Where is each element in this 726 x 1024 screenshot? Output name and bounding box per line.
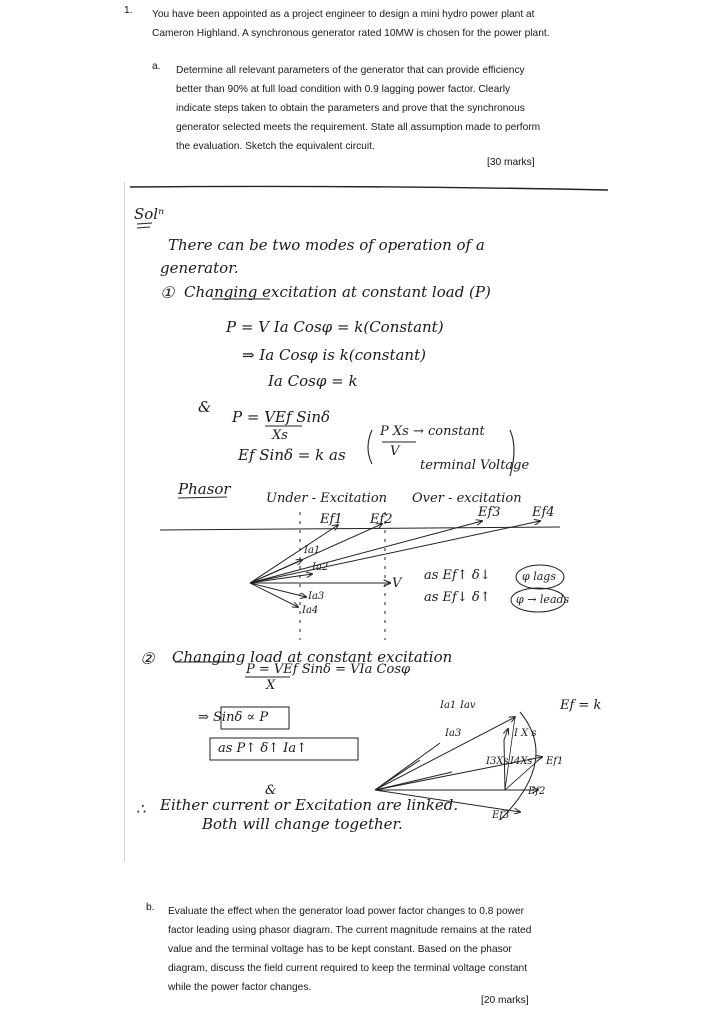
d2-label-ef2: Ef2 [528,786,546,797]
ia3-label: Ia3 [308,591,325,602]
v-label: V [392,576,402,591]
soln-underline [137,223,152,228]
part-b-label: b. [146,902,155,913]
ef3-label: Ef3 [478,505,501,520]
question-number: 1. [124,5,133,16]
part-b-text: Evaluate the effect when the generator load power factor changes to 0.8 power factor leading using phasor diagram. The current magnitude remains at the rated value and the terminal voltage has to be kept constant. Based on the phasor diagram, discuss the field current required to keep the terminal voltage constant while the power factor changes. [168,906,532,993]
eq-mode2-den: X [266,678,276,693]
eq-ef-sin: Ef Sinδ = k as [238,446,346,464]
d2-label-ia3: Ia3 [445,728,462,739]
eq-power-delta: P = VEf Sinδ [232,408,331,426]
conclusion-symbol: ∴ [136,800,146,818]
eq-power-delta-den: Xs [272,428,288,443]
eq-p-delta-ia: as P↑ δ↑ Ia↑ [218,741,307,756]
ef4-label: Ef4 [532,505,555,520]
d2-label-iav: Iav [460,700,476,711]
mode1-title: Changing excitation at constant load (P) [184,283,491,301]
separator-top [130,186,608,190]
condition-2-circled: φ → leads [516,593,570,606]
phasor-label: Phasor [178,480,231,498]
mode2-title: Changing load at constant excitation [172,648,453,666]
ef1-label: Ef1 [320,512,343,527]
conclusion-line-2: Both will change together. [202,815,403,833]
conclusion-line-1: Either current or Excitation are linked. [160,796,459,814]
condition-1-circled: φ lags [522,570,556,583]
soln-label: Solⁿ [134,205,165,223]
d2-label-i3xs: I3Xs [486,756,509,767]
intro-line-1: There can be two modes of operation of a [168,236,485,254]
note-den: V [390,444,400,459]
part-b-marks: [20 marks] [481,995,529,1006]
mode1-number: ① [160,283,175,302]
part-a-marks: [30 marks] [487,157,535,168]
ia2-label: Ia2 [312,562,329,573]
eq-sin-delta-prop: ⇒ Sinδ ∝ P [198,710,269,725]
ia1-label: Ia1 [304,545,321,556]
d2-label-ef1: Ef1 [546,756,564,767]
mode2-number: ② [140,649,155,668]
part-a-text: Determine all relevant parameters of the generator that can provide efficiency better than 90% at full load condition with 0.9 lagging power factor. Clearly indicate steps taken to obtain the parameters and prove that the synchronous generator selected meets the requirement. State all assumption made to perform the evaluation. Sketch the equivalent circuit. [176,65,541,152]
d2-label-ef3: Ef3 [492,810,510,821]
condition-1: as Ef↑ δ↓ [424,568,491,583]
intro-line-2: generator. [160,259,239,277]
eq-ia-cos-const: ⇒ Ia Cosφ is k(constant) [242,346,426,364]
d2-label-ixs: I X s [514,728,537,739]
note-terminal-voltage: terminal Voltage [420,458,530,473]
phasor-diagram-1 [160,512,565,640]
ef-const-label: Ef = k [560,698,602,713]
eq-power: P = V Ia Cosφ = k(Constant) [226,318,444,336]
ef2-label: Ef2 [370,512,393,527]
over-excitation-label: Over - excitation [412,491,522,506]
d2-label-ia1: Ia1 [440,700,457,711]
eq-ia-cos-k: Ia Cosφ = k [268,372,358,390]
d2-label-i4xs: I4Xs [510,756,533,767]
condition-2: as Ef↓ δ↑ [424,590,491,605]
under-excitation-label: Under - Excitation [266,491,388,506]
question-text: You have been appointed as a project engineer to design a mini hydro power plant at Cameron Highland. A synchronous generator rated 10MW is chosen for the power plant. [152,9,550,39]
ampersand-2: & [265,783,277,798]
eq-mode2: P = VEf Sinδ = VIa Cosφ [246,662,411,677]
note-constant: P Xs → constant [380,424,485,439]
ampersand: & [198,398,212,416]
part-a-label: a. [152,61,161,72]
ia4-label: Ia4 [302,605,319,616]
